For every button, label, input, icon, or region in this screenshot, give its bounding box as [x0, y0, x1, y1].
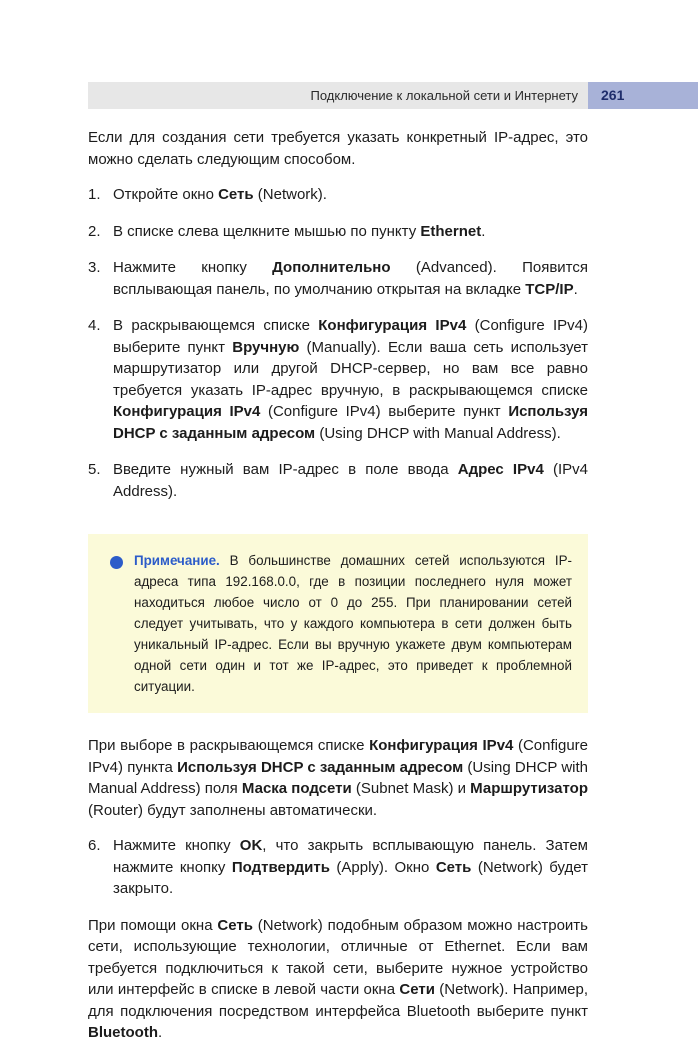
list-item: 5. Введите нужный вам IP-адрес в поле ввода Адрес IPv4 (IPv4 Address).	[88, 461, 588, 500]
paragraph: При помощи окна Сеть (Network) подобным образом можно настроить сети, использующие технологии, отличные от Ethernet. Если вам требуется подключиться к такой сети, выберите нужное устройство или интерфейс в списке в левой части окна Сети (Network). Например, для подключения посредством интерфейса Bluetooth выберите пункт Bluetooth.	[88, 916, 588, 1041]
list-item: 1. Откройте окно Сеть (Network).	[88, 186, 327, 203]
intro-paragraph: Если для создания сети требуется указать конкретный IP-адрес, это можно сделать следующим способом.	[88, 129, 588, 168]
steps-list	[88, 184, 588, 502]
steps-list-continued	[88, 835, 588, 900]
page-body	[88, 127, 588, 1044]
running-header-title: Подключение к локальной сети и Интернету	[310, 88, 578, 103]
page-number: 261	[601, 87, 625, 103]
note-box	[88, 534, 588, 713]
paragraph: При выборе в раскрывающемся списке Конфигурация IPv4 (Configure IPv4) пункта Используя DHCP с заданным адресом (Using DHCP with Manual Address) поля Маска подсети (Subnet Mask) и Маршрутизатор (Router) будут заполнены автоматически.	[88, 737, 589, 819]
list-item: 4. В раскрывающемся списке Конфигурация IPv4 (Configure IPv4) выберите пункт Вручную (Manually). Если ваша сеть использует маршрутизатор или другой DHCP-сервер, но вам все равно требуется указать IP-адрес вручную, в раскрывающемся списке Конфигурация IPv4 (Configure IPv4) выберите пункт Используя DHCP с заданным адресом (Using DHCP with Manual Address).	[88, 317, 589, 442]
list-item: 2. В списке слева щелкните мышью по пункту Ethernet.	[88, 222, 486, 240]
list-item: 3. Нажмите кнопку Дополнительно (Advanced). Появится всплывающая панель, по умолчанию открытая на вкладке TCP/IP.	[88, 259, 588, 298]
note-text: В большинстве домашних сетей используются IP-адреса типа 192.168.0.0, где в позиции последнего нуля может находиться любое число от 0 до 255. При планировании сетей следует учитывать, что у каждого компьютера в сети должен быть уникальный IP-адрес. Если вы вручную укажете двум компьютерам одной сети один и тот же IP-адрес, это приведет к проблемной ситуации.	[134, 553, 572, 694]
list-item: 6. Нажмите кнопку OK, что закрыть всплывающую панель. Затем нажмите кнопку Подтвердить (Apply). Окно Сеть (Network) будет закрыто.	[88, 837, 589, 897]
note-label: Примечание.	[134, 553, 220, 568]
note-bullet-icon	[110, 556, 123, 569]
